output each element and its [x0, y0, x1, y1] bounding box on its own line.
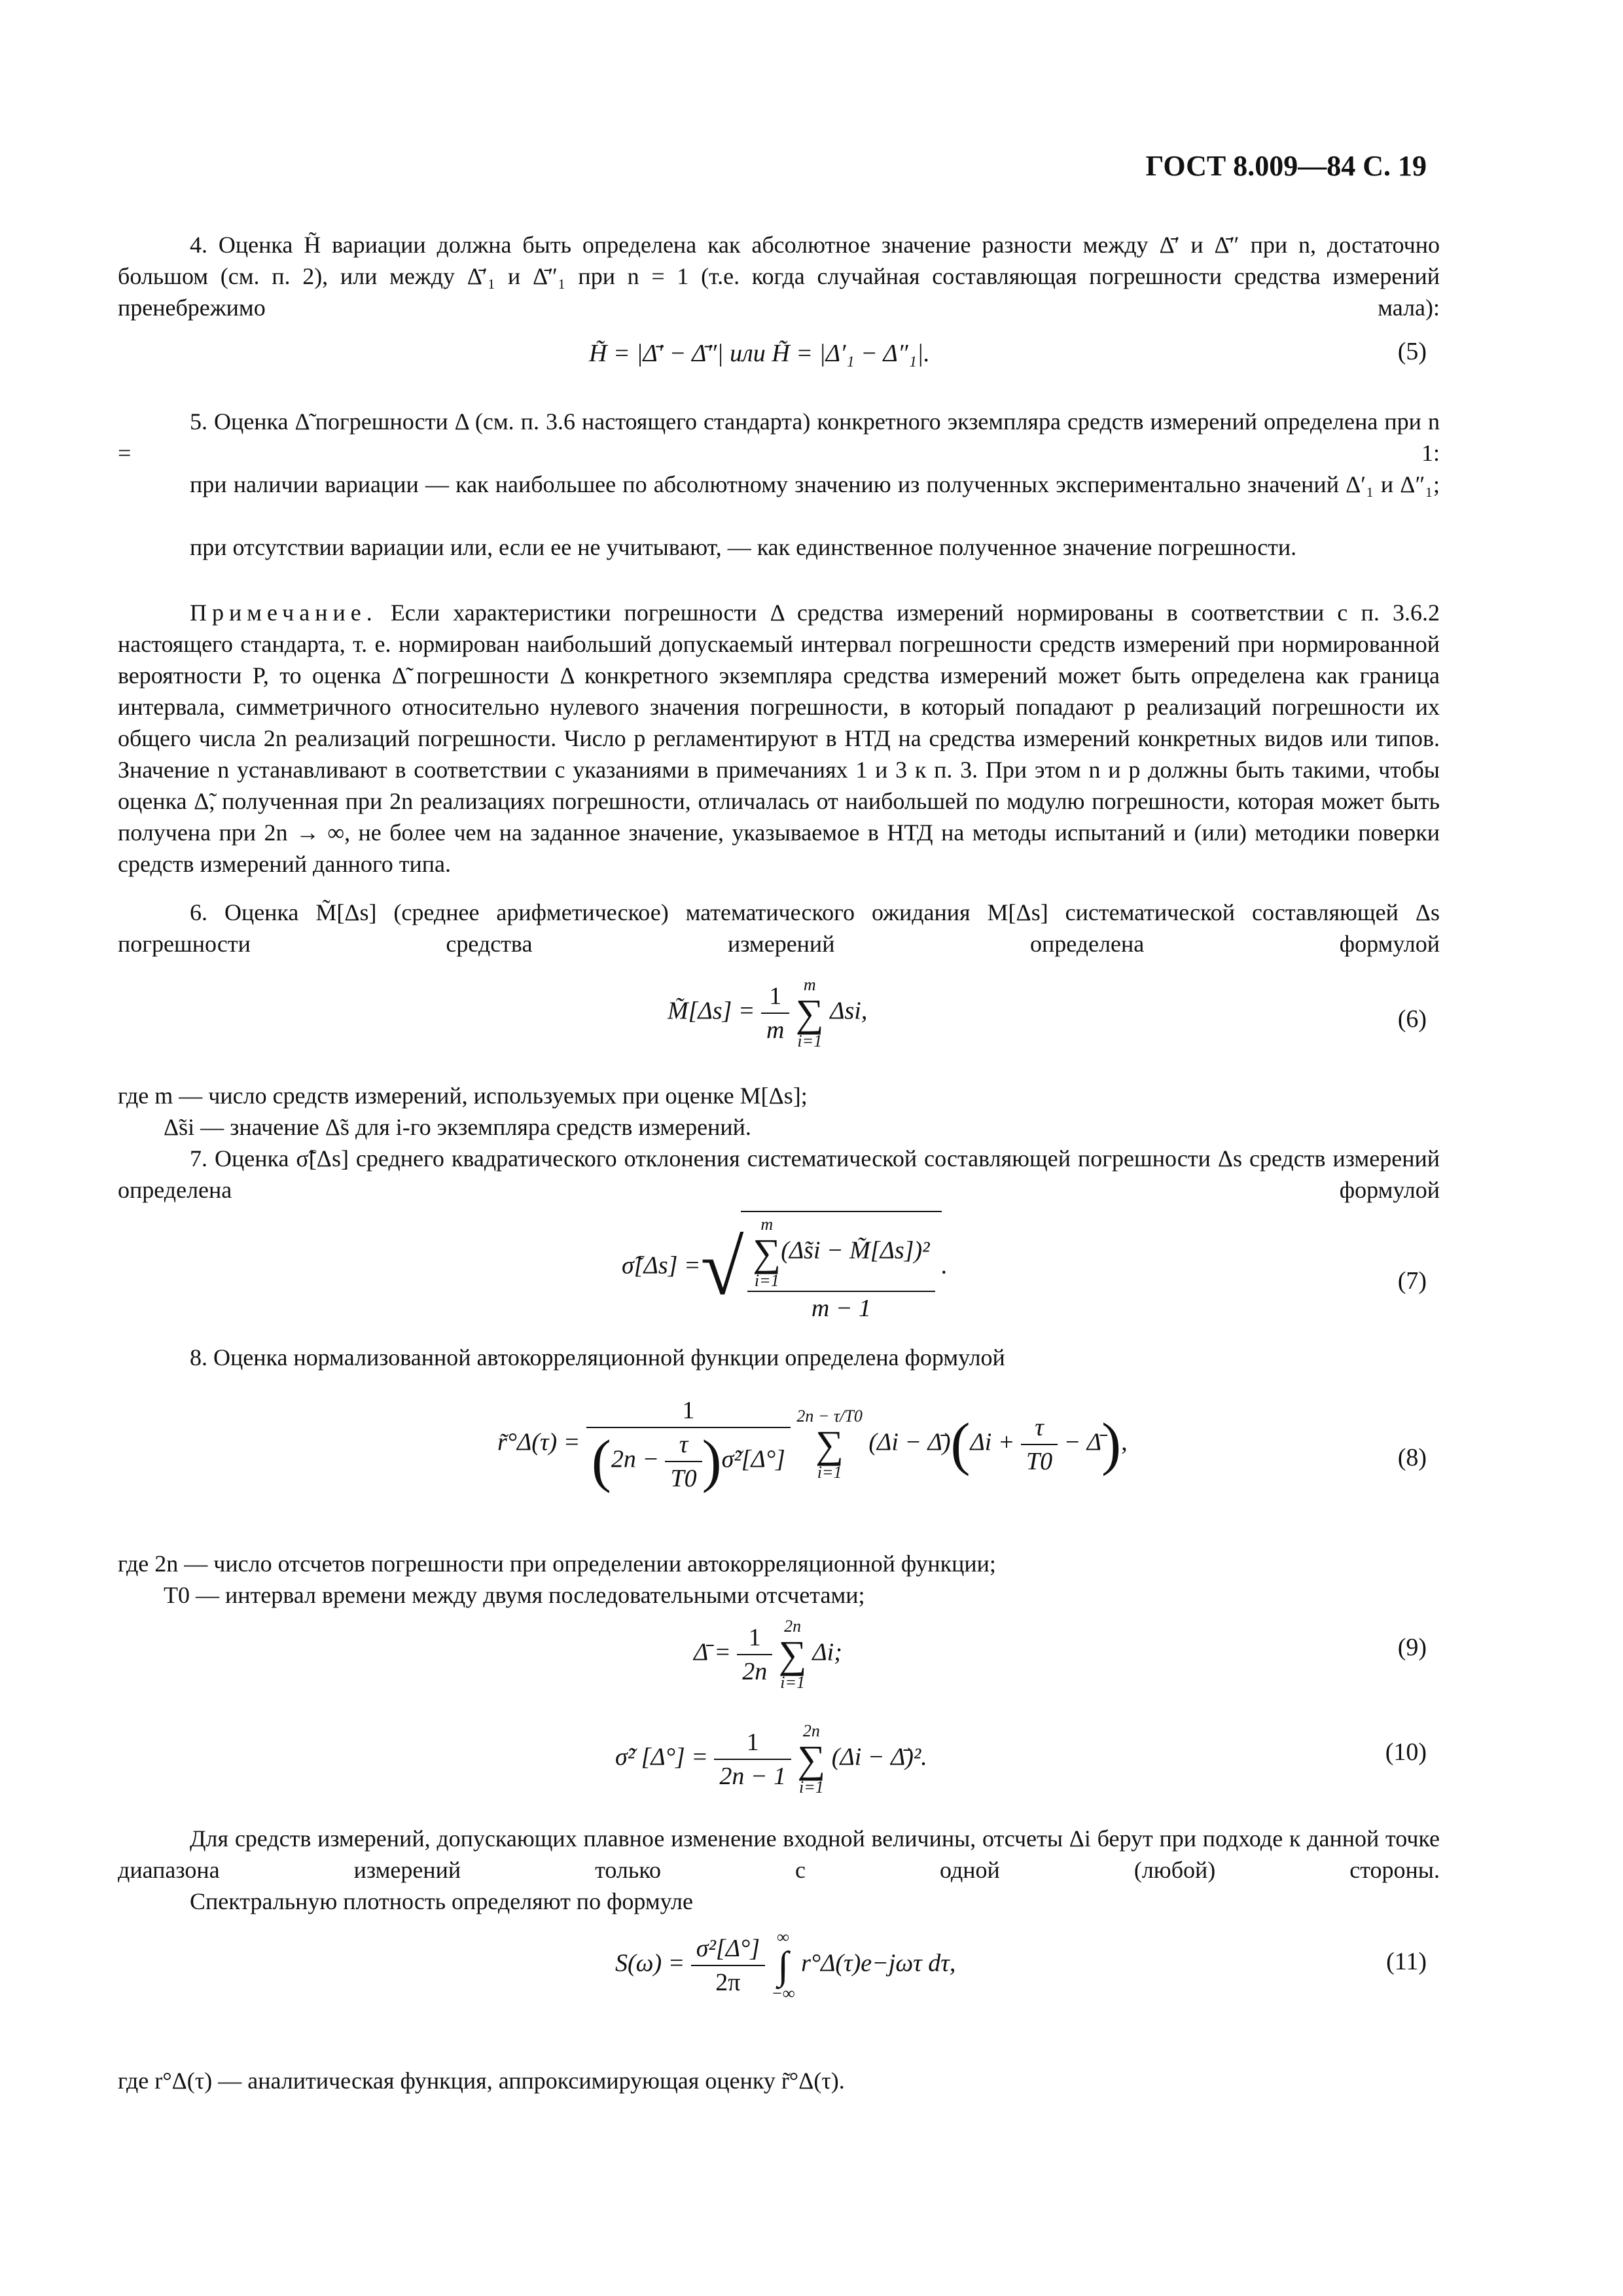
- paragraph-6: 6. Оценка M̃[Δs] (среднее арифметическое) математического ожидания M[Δs] систематической составляющей Δs погрешности средства измерений определена формулой: [118, 899, 1440, 957]
- formula-6-rhs: Δsi,: [830, 997, 868, 1025]
- paragraph-7: 7. Оценка σ̃[Δs] среднего квадратического отклонения систематической составляющей погрешности Δs средств измерений определена формулой: [118, 1145, 1440, 1203]
- where-11: где r°Δ(τ) — аналитическая функция, аппроксимирующая оценку r̃°Δ(τ).: [118, 2068, 845, 2094]
- formula-8-lhs: r̃°Δ(τ) =: [497, 1428, 580, 1456]
- equation-number-6: (6): [1397, 1005, 1427, 1033]
- paragraph-9: Для средств измерений, допускающих плавное изменение входной величины, отсчеты Δi берут при подходе к данной точке диапазона измерений только с одной (любой) стороны.: [118, 1825, 1440, 1883]
- note-text: Если характеристики погрешности Δ средства измерений нормированы в соответствии с п. 3.6.2 настоящего стандарта, т. е. нормирован наибольший допускаемый интервал погрешности средств измерений при нормированной вероятности P, то оценка Δ̃ погрешности Δ конкретного экземпляра средства измерений может быть определена как граница интервала, симметричного относительно нулевого значения погрешности, в который попадают p реализаций погрешности их общего числа 2n реализаций погрешности. Число p регламентируют в НТД на средства измерений конкретных видов или типов. Значение n устанавливают в соответствии с указаниями в примечаниях 1 и 3 к п. 3. При этом n и p должны быть такими, чтобы оценка Δ̃, полученная при 2n реализациях погрешности, отличалась от наибольшей по модулю погрешности, которая может быть получена при 2n → ∞, не более чем на заданное значение, указываемое в НТД на методы испытаний и (или) методики поверки средств измерений данного типа.: [118, 600, 1440, 877]
- formula-6-lhs: M̃[Δs] =: [668, 997, 755, 1025]
- where-8b: T0 — интервал времени между двумя последовательными отсчетами;: [164, 1582, 865, 1608]
- equation-number-5: (5): [1397, 338, 1427, 365]
- page-header: ГОСТ 8.009—84 С. 19: [1145, 150, 1427, 182]
- paragraph-8: 8. Оценка нормализованной автокорреляционной функции определена формулой: [190, 1344, 1005, 1371]
- formula-7-lhs: σ̃[Δs] =: [622, 1251, 701, 1280]
- note-label: Примечание.: [190, 600, 378, 626]
- paragraph-5: 5. Оценка Δ̃ погрешности Δ (см. п. 3.6 настоящего стандарта) конкретного экземпляра средств измерений определена при n = 1:: [118, 408, 1440, 466]
- equation-number-10: (10): [1385, 1738, 1427, 1766]
- paragraph-9b: Спектральную плотность определяют по формуле: [190, 1888, 693, 1914]
- formula-8: r̃°Δ(τ) = 1 (2n − $\frac{\tau}{T0}$ )σ̃²[Δ°] 2n − τ/T0 ∑ i=1 (Δi − Δ̄)(Δi + $\frac{\tau}{T0}$ − Δ̄),: [497, 1394, 1128, 1495]
- equation-number-8: (8): [1397, 1444, 1427, 1471]
- formula-10: σ̃² [Δ°] = $\frac{1}{2n - 1}$ 2n ∑ i=1 (Δi − Δ̄)².: [615, 1721, 927, 1797]
- where-6b: Δ̃si — значение Δ̃s для i-го экземпляра средств измерений.: [164, 1114, 751, 1140]
- where-8a: где 2n — число отсчетов погрешности при определении автокорреляционной функции;: [118, 1551, 996, 1577]
- where-6a: где m — число средств измерений, используемых при оценке M[Δs];: [118, 1083, 808, 1109]
- paragraph-5c: при отсутствии вариации или, если ее не учитывают, — как единственное полученное значение погрешности.: [190, 534, 1297, 560]
- formula-11: S(ω) = $\frac{\text{σ²[Δ°]}}{2\pi}$ ∞ ∫ −∞ r°Δ(τ)e−jωτ dτ,: [615, 1928, 956, 2003]
- paragraph-4: 4. Оценка H̃ вариации должна быть определена как абсолютное значение разности между Δ̄′ и Δ̄″ при n, достаточно большом (см. п. 2), или между Δ̄′₁ и Δ̄″₁ при n = 1 (т.е. когда случайная составляющая погрешности средства измерений пренебрежимо мала):: [118, 232, 1440, 321]
- equation-number-7: (7): [1397, 1267, 1427, 1295]
- formula-7: σ̃[Δs] =√ m ∑ i=1 (Δ̃si − M̃[Δs])² m − 1 .: [622, 1211, 948, 1325]
- formula-6: M̃[Δs] = $\frac{1}{m}$ m ∑ i=1 Δsi,: [668, 975, 868, 1050]
- paragraph-5b: при наличии вариации — как наибольшее по абсолютному значению из полученных экспериментально значений Δ′₁ и Δ″₁;: [190, 471, 1440, 497]
- equation-number-11: (11): [1386, 1948, 1427, 1975]
- note-paragraph: [118, 597, 1440, 880]
- formula-5: H̃ = |Δ̄′ − Δ̄″| или H̃ = |Δ′₁ − Δ″₁|.: [589, 340, 930, 367]
- equation-number-9: (9): [1397, 1634, 1427, 1661]
- formula-9: Δ̄ = $\frac{1}{2n}$ 2n ∑ i=1 Δi;: [694, 1617, 842, 1692]
